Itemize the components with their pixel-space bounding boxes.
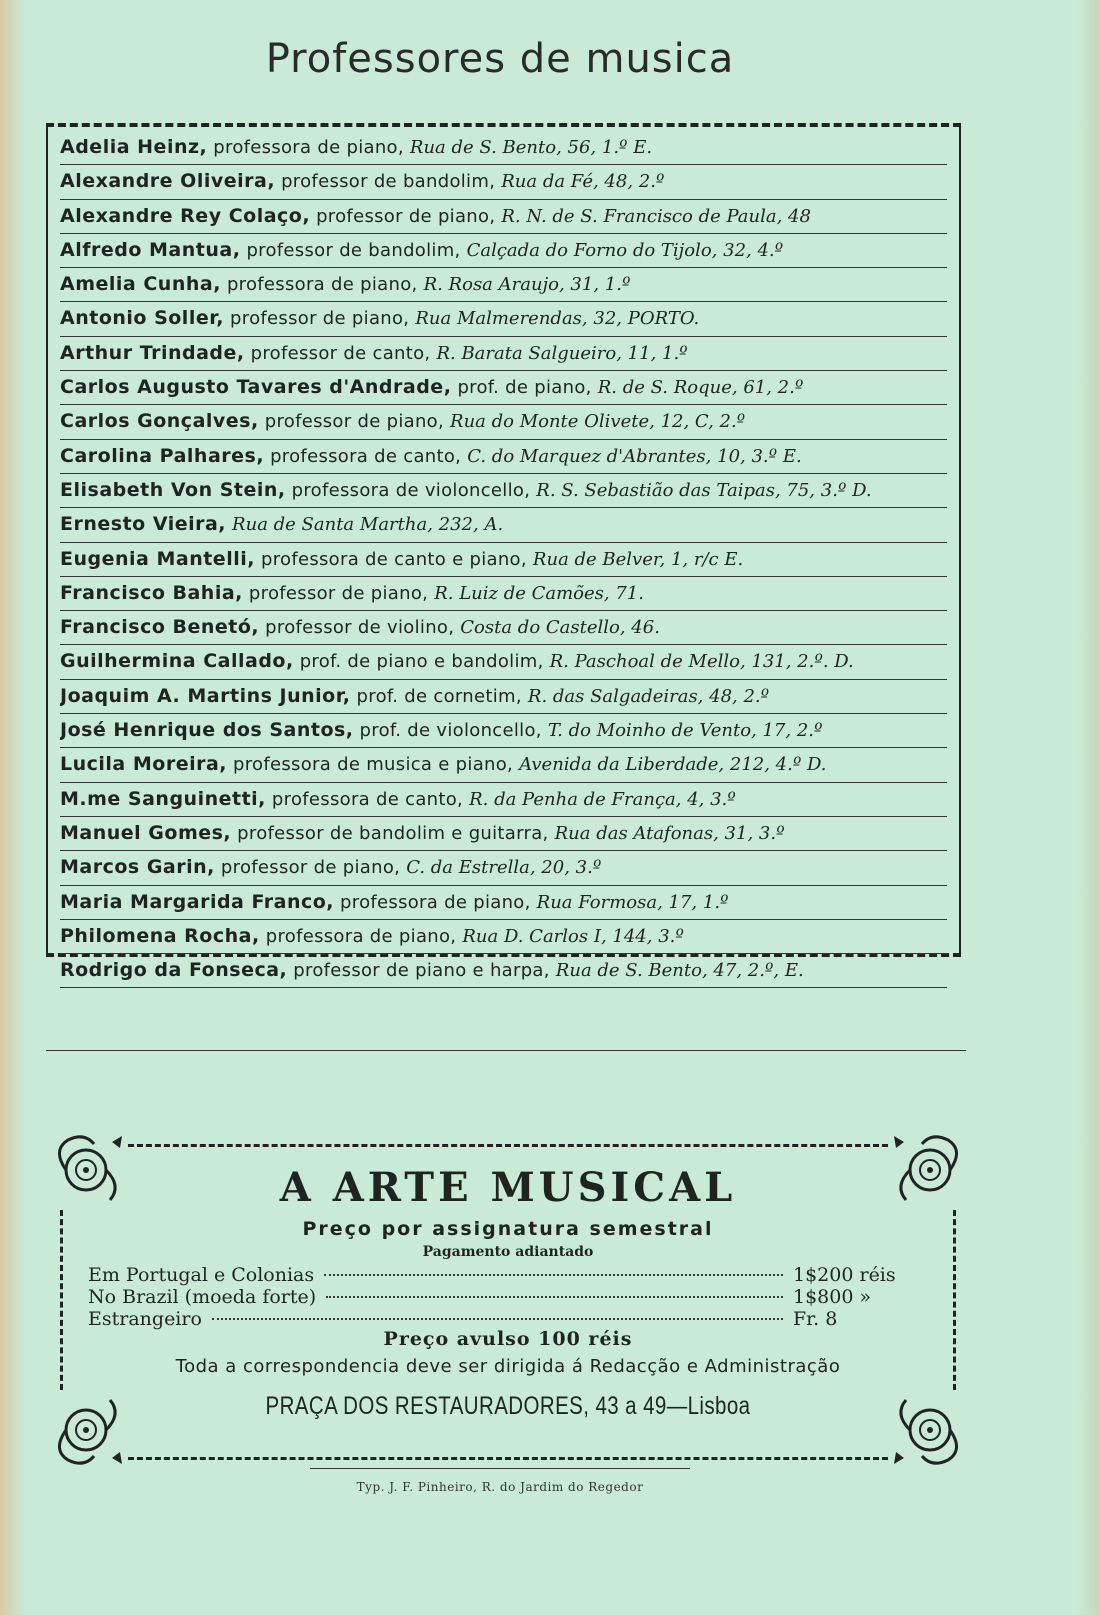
teacher-description: prof. de piano e bandolim, [293,651,550,673]
price-row [88,1264,898,1286]
price-leader-dots [212,1317,783,1320]
teacher-row [60,851,947,885]
teacher-name: Lucila Moreira, [60,753,227,776]
ad-border-top [128,1144,888,1147]
teacher-row [60,474,947,508]
teacher-address: Rua de S. Bento, 56, 1.º E. [409,137,653,158]
teacher-row [60,645,947,679]
teacher-row [60,543,947,577]
price-label: Em Portugal e Colonias [88,1264,315,1286]
teacher-description: professora de piano, [259,925,463,947]
teacher-description: professor de bandolim, [240,239,467,261]
teacher-row [60,131,947,165]
teacher-name: Manuel Gomes, [60,821,232,844]
teacher-description: professor de violino, [259,617,461,639]
teacher-row [60,954,947,988]
teacher-row [60,920,947,954]
teacher-address: Rua do Monte Olivete, 12, C, 2.º [450,411,746,433]
teacher-address: Rua da Fé, 48, 2.º [501,171,665,193]
teacher-name: Guilhermina Callado, [60,650,294,673]
price-row [88,1308,898,1330]
teacher-name: Maria Margarida Franco, [60,890,335,913]
teacher-address: Rua Malmerendas, 32, PORTO. [415,308,700,330]
teacher-row [60,508,947,542]
teacher-name: Adelia Heinz, [60,136,208,158]
teacher-name: Elisabeth Von Stein, [60,478,286,501]
teacher-name: Carlos Augusto Tavares d'Andrade, [60,376,452,399]
teacher-name: Francisco Benetó, [60,616,260,639]
ad-title: A ARTE MUSICAL [279,1164,737,1211]
teacher-address: Rua de Belver, 1, r/c E. [532,548,744,570]
subscription-ad [48,1130,968,1470]
teacher-row [60,234,947,268]
section-divider [46,1050,966,1051]
teacher-description: professor de piano, [258,411,451,433]
teacher-list-frame [46,123,961,982]
price-leader-dots [324,1273,783,1276]
teacher-description: professor de piano, [310,205,502,227]
teacher-description: professor de bandolim e guitarra, [231,822,555,844]
teacher-description: professor de piano, [224,308,416,330]
teacher-address: Rua de S. Bento, 47, 2.º, E. [555,960,804,982]
teacher-description: professora de musica e piano, [227,754,520,776]
teacher-description: professor de bandolim, [275,171,502,193]
teacher-row [60,783,947,817]
teacher-address: Rua das Atafonas, 31, 3.º [554,822,785,844]
teacher-row [60,302,947,336]
teacher-row [60,611,947,645]
teacher-address: R. da Penha de França, 4, 3.º [469,788,736,810]
teacher-name: Francisco Bahia, [60,581,243,604]
teacher-address: R. Barata Salgueiro, 11, 1.º [436,342,688,364]
teacher-address: Rua de Santa Martha, 232, A. [232,514,504,536]
page-title: Professores de musica [265,36,735,82]
teacher-row [60,371,947,405]
teacher-address: R. das Salgadeiras, 48, 2.º [527,685,770,707]
teacher-description: professora de piano, [334,891,537,913]
teacher-name: Eugenia Mantelli, [60,547,255,570]
teacher-address: R. de S. Roque, 61, 2.º [597,377,804,399]
teacher-address: T. do Moinho de Vento, 17, 2.º [547,720,823,742]
teacher-row [60,577,947,611]
teacher-name: Alfredo Mantua, [60,238,241,261]
teacher-description: professora de canto e piano, [254,548,533,570]
teacher-address: R. N. de S. Francisco de Paula, 48 [501,205,811,227]
price-leader-dots [326,1295,783,1298]
teacher-address: Rua D. Carlos I, 144, 3.º [462,925,684,947]
teacher-address: C. do Marquez d'Abrantes, 10, 3.º E. [467,445,802,467]
teacher-description: professor de piano e harpa, [287,960,556,982]
teacher-name: Carlos Gonçalves, [60,410,259,433]
teacher-description: professor de piano, [242,582,435,604]
teacher-row [60,886,947,920]
teacher-row [60,165,947,199]
teacher-description: professora de violoncello, [285,479,537,501]
teacher-description: prof. de piano, [451,377,598,399]
teacher-name: Joaquim A. Martins Junior, [60,684,351,707]
teacher-row [60,200,947,234]
page-edge-right [1076,0,1100,1615]
teacher-address: Avenida da Liberdade, 212, 4.º D. [519,754,827,776]
teacher-name: M.me Sanguinetti, [60,787,266,810]
teacher-row [60,405,947,439]
teacher-address: Costa do Castello, 46. [460,617,660,639]
teacher-list [60,131,947,988]
teacher-name: Arthur Trindade, [60,341,245,364]
teacher-name: Alexandre Oliveira, [60,170,276,193]
office-address: PRAÇA DOS RESTAURADORES, 43 a 49—Lisboa [265,1392,751,1420]
teacher-row [60,268,947,302]
price-row [88,1286,898,1308]
price-label: No Brazil (moeda forte) [88,1286,317,1308]
single-issue-price: Preço avulso 100 réis [383,1328,633,1350]
corner-ornament-icon [888,1390,968,1470]
ad-border-bottom [128,1457,888,1460]
teacher-description: prof. de violoncello, [353,720,548,742]
teacher-name: Marcos Garin, [60,856,215,879]
teacher-row [60,337,947,371]
price-value: Fr. 8 [793,1308,838,1330]
teacher-row [60,714,947,748]
teacher-address: Rua Formosa, 17, 1.º [536,891,729,913]
teacher-description: professor de canto, [244,342,437,364]
teacher-row [60,817,947,851]
teacher-address: R. S. Sebastião das Taipas, 75, 3.º D. [536,479,872,501]
teacher-name: Amelia Cunha, [60,273,221,296]
teacher-address: R. Luiz de Camões, 71. [434,582,644,604]
teacher-address: C. da Estrella, 20, 3.º [406,857,602,879]
teacher-name: Antonio Soller, [60,307,225,330]
price-value: 1$800 » [793,1286,872,1308]
teacher-row [60,440,947,474]
footer-rule [310,1468,690,1469]
ad-payment-note: Pagamento adiantado [422,1244,594,1260]
teacher-name: Carolina Palhares, [60,444,265,467]
teacher-address: Calçada do Forno do Tijolo, 32, 4.º [466,239,784,261]
teacher-name: Ernesto Vieira, [60,513,227,536]
teacher-description: professora de canto, [265,788,470,810]
teacher-name: Alexandre Rey Colaço, [60,204,311,227]
teacher-description: professora de canto, [264,445,468,467]
teacher-description: professora de piano, [220,274,424,296]
teacher-description: professora de piano, [207,137,410,158]
teacher-name: José Henrique dos Santos, [60,719,354,742]
teacher-row [60,748,947,782]
teacher-description: prof. de cornetim, [350,685,528,707]
teacher-description: professor de piano, [214,857,407,879]
teacher-address: R. Rosa Araujo, 31, 1.º [423,274,631,296]
printer-imprint: Typ. J. F. Pinheiro, R. do Jardim do Regedor [356,1480,644,1494]
correspondence-note: Toda a correspondencia deve ser dirigida á Redacção e Administração [175,1356,841,1377]
price-value: 1$200 réis [793,1264,896,1286]
price-label: Estrangeiro [88,1308,202,1330]
teacher-name: Rodrigo da Fonseca, [60,959,288,982]
teacher-name: Philomena Rocha, [60,924,260,947]
teacher-address: R. Paschoal de Mello, 131, 2.º. D. [549,651,854,673]
ad-subtitle: Preço por assignatura semestral [302,1218,714,1240]
teacher-row [60,680,947,714]
corner-ornament-icon [48,1390,128,1470]
page-edge-left [0,0,24,1615]
